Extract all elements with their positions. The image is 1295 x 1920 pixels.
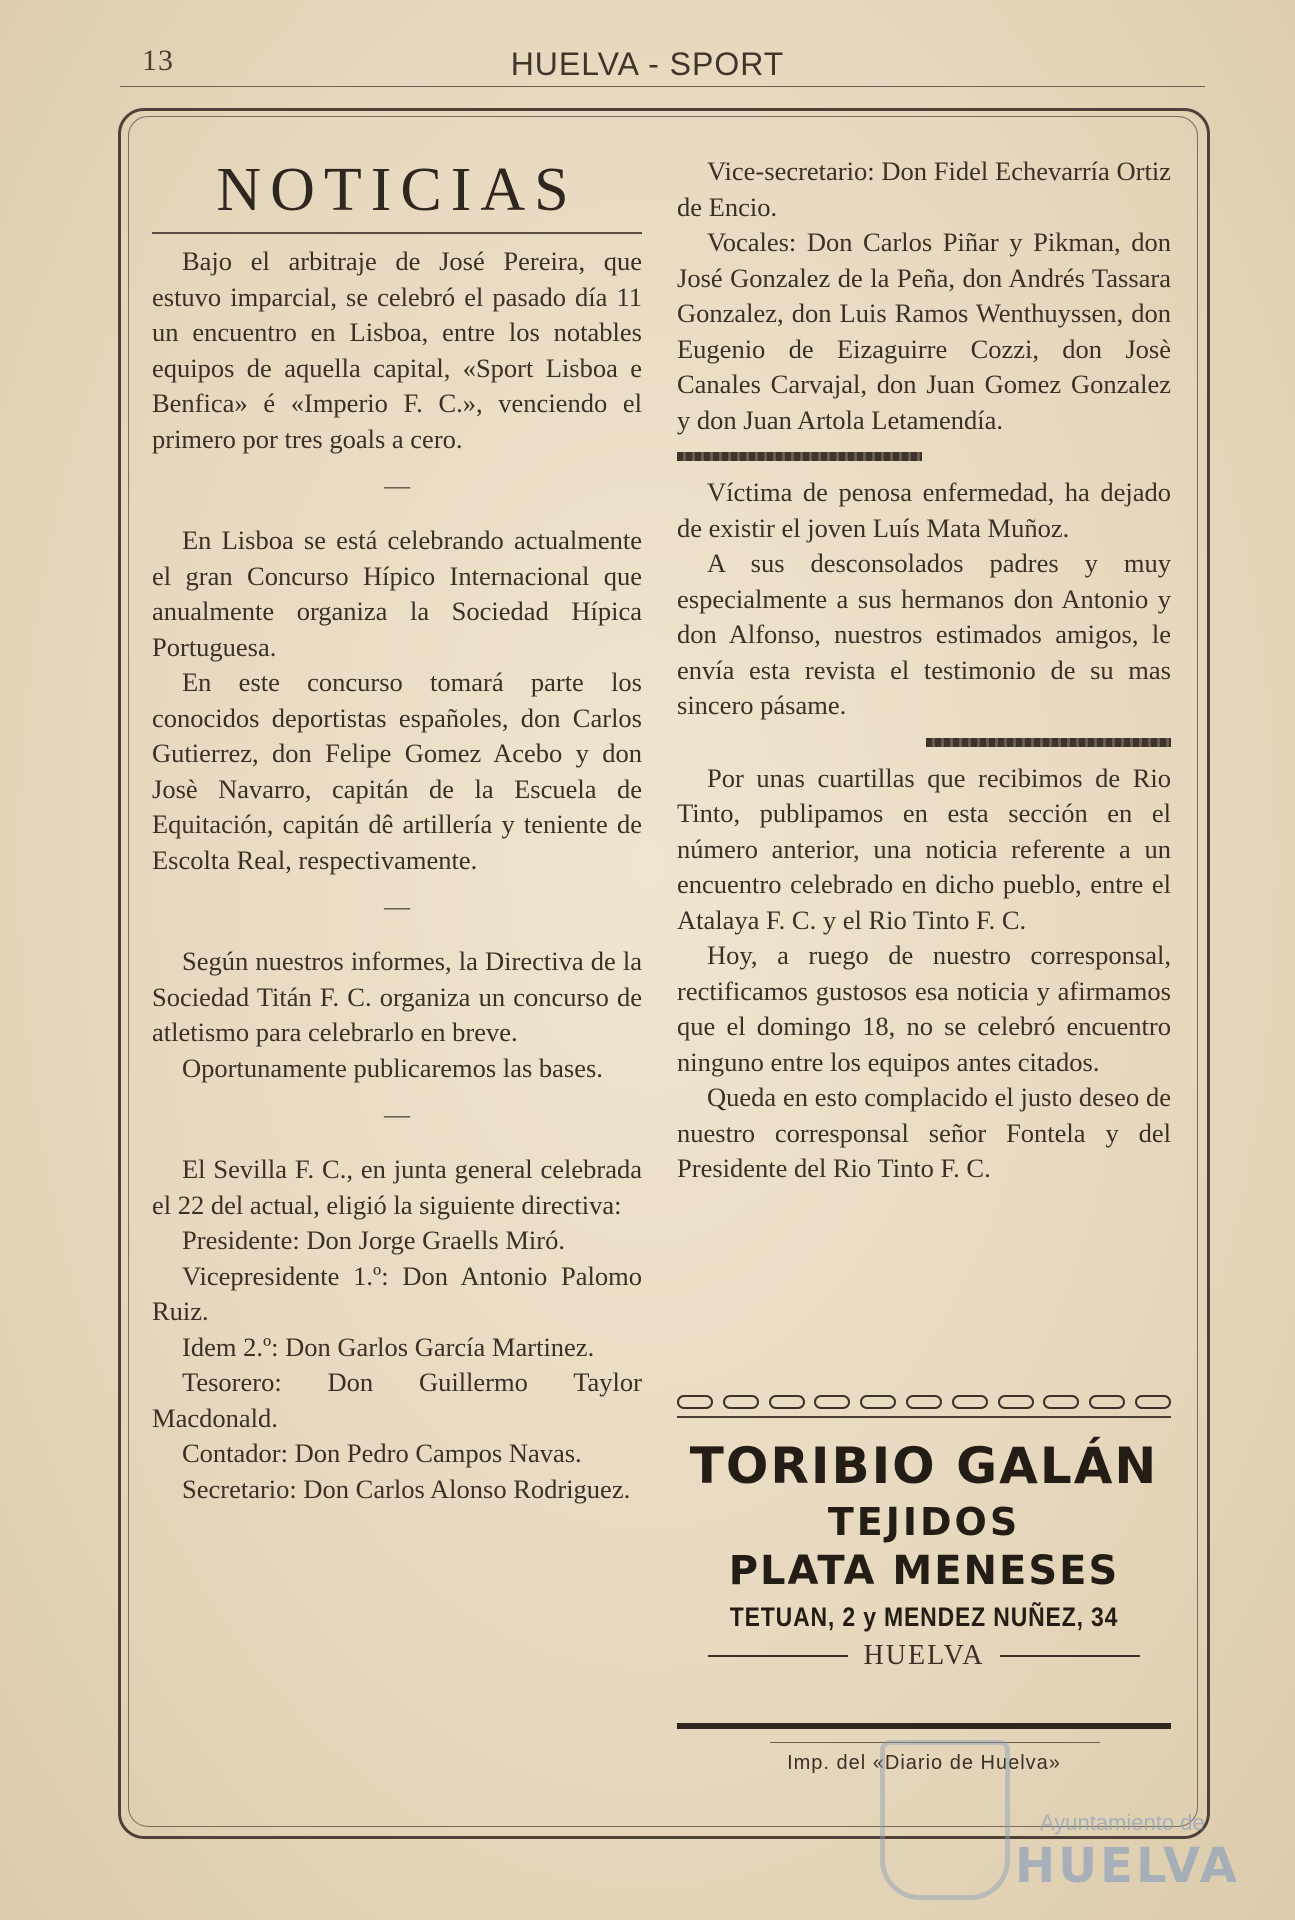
right-column <box>677 154 1171 1187</box>
directiva-list <box>152 1223 642 1507</box>
ad-trade: TEJIDOS <box>827 1500 1021 1544</box>
left-column <box>152 148 642 1507</box>
separator-bar <box>677 452 922 461</box>
directiva-item: Idem 2.º: Don Garlos García Martinez. <box>182 1331 595 1362</box>
news-complacido: Queda en esto complacido el justo deseo de nuestro corresponsal señor Fontela y del Presidente del Rio Tinto F. C. <box>677 1082 1171 1183</box>
rule-right <box>1000 1655 1140 1657</box>
ad-city: HUELVA <box>863 1640 985 1671</box>
chain-ornament <box>677 1392 1171 1412</box>
advertisement <box>677 1432 1171 1672</box>
header-rule <box>120 86 1205 87</box>
imprint: Imp. del «Diario de Huelva» <box>787 1752 1061 1774</box>
news-rio-tinto: Por unas cuartillas que recibimos de Rio Tinto, publipamos en esta sección en el número anterior, una noticia referente a un encuentro celebrado en dicho pueblo, entre el Atalaya F. C. y el Rio Tinto F. C. <box>677 762 1171 935</box>
news-titan: Según nuestros informes, la Directiva de la Sociedad Titán F. C. organiza un concurso de atletismo para celebrarlo en breve. <box>152 946 642 1047</box>
directiva-item: Vice-secretario: Don Fidel Echevarría Ortiz de Encio. <box>677 156 1171 222</box>
ad-bottom-rule <box>677 1723 1171 1729</box>
directiva-item: Vicepresidente 1.º: Don Antonio Palomo Ruiz. <box>152 1260 642 1326</box>
news-benfica: Bajo el arbitraje de José Pereira, que estuvo imparcial, se celebró el pasado día 11 un encuentro en Lisboa, entre los notables equipos de aquella capital, «Sport Lisboa e Benfica» é «Imperio F. C.», venciendo el primero por tres goals a cero. <box>152 246 642 454</box>
directiva-item: Contador: Don Pedro Campos Navas. <box>182 1438 582 1468</box>
ad-address: TETUAN, 2 y MENDEZ NUÑEZ, 34 <box>729 1602 1119 1632</box>
directiva-item: Presidente: Don Jorge Graells Miró. <box>182 1225 565 1255</box>
news-concurso-hipico: En Lisboa se está celebrando actualmente el gran Concurso Hípico Internacional que anualmente organiza la Sociedad Hípica Portuguesa. <box>152 525 642 662</box>
ad-business-name: TORIBIO GALÁN <box>689 1437 1159 1495</box>
news-deportistas: En este concurso tomará parte los conocidos deportistas españoles, don Carlos Gutierrez, don Felipe Gomez Acebo y don Josè Navarro, capitán de la Escuela de Equitación, capitán dê artillería y teniente de Escolta Real, respectivamente. <box>152 667 642 875</box>
news-rectification: Hoy, a ruego de nuestro corresponsal, rectificamos gustosos esa noticia y afirmamos que el domingo 18, no se celebró encuentro ninguno entre los equipos antes citados. <box>677 940 1171 1077</box>
news-condolences: A sus desconsolados padres y muy especialmente a sus hermanos don Antonio y don Alfonso, nuestros estimados amigos, le envía esta revista el testimonio de su mas sincero pásame. <box>677 548 1171 720</box>
ad-street: PLATA MENESES <box>728 1548 1120 1594</box>
city-shield-icon <box>880 1740 1010 1900</box>
directiva-vocales: Vocales: Don Carlos Piñar y Pikman, don José Gonzalez de la Peña, don Andrés Tassara Gonzalez, don Luis Ramos Wenthuyssen, don Eugenio de Eizaguirre Cozzi, don Josè Canales Carvajal, don Juan Gomez Gonzalez y don Juan Artola Letamendía. <box>677 227 1171 435</box>
separator-dash: — <box>384 892 410 921</box>
section-title: NOTICIAS <box>216 156 578 224</box>
separator-dash: — <box>384 1100 410 1129</box>
title-rule <box>152 232 642 234</box>
directiva-item: Secretario: Don Carlos Alonso Rodriguez. <box>182 1473 631 1504</box>
watermark-top: Ayuntamiento de <box>1040 1810 1205 1835</box>
news-sevilla: El Sevilla F. C., en junta general celebrada el 22 del actual, eligió la siguiente directiva: <box>152 1154 642 1220</box>
separator-bar <box>926 738 1171 747</box>
directiva-item: Tesorero: Don Guillermo Taylor Macdonald. <box>152 1367 642 1433</box>
watermark-name: HUELVA <box>1015 1838 1240 1894</box>
news-obituary: Víctima de penosa enfermedad, ha dejado de existir el joven Luís Mata Muñoz. <box>677 477 1171 543</box>
news-bases: Oportunamente publicaremos las bases. <box>182 1052 603 1083</box>
ad-top-rule <box>677 1416 1171 1418</box>
ad-city-row <box>677 1640 1171 1672</box>
separator-dash: — <box>384 471 410 500</box>
magazine-title: HUELVA - SPORT <box>510 46 785 82</box>
page-number: 13 <box>142 44 174 77</box>
rule-left <box>708 1655 848 1657</box>
